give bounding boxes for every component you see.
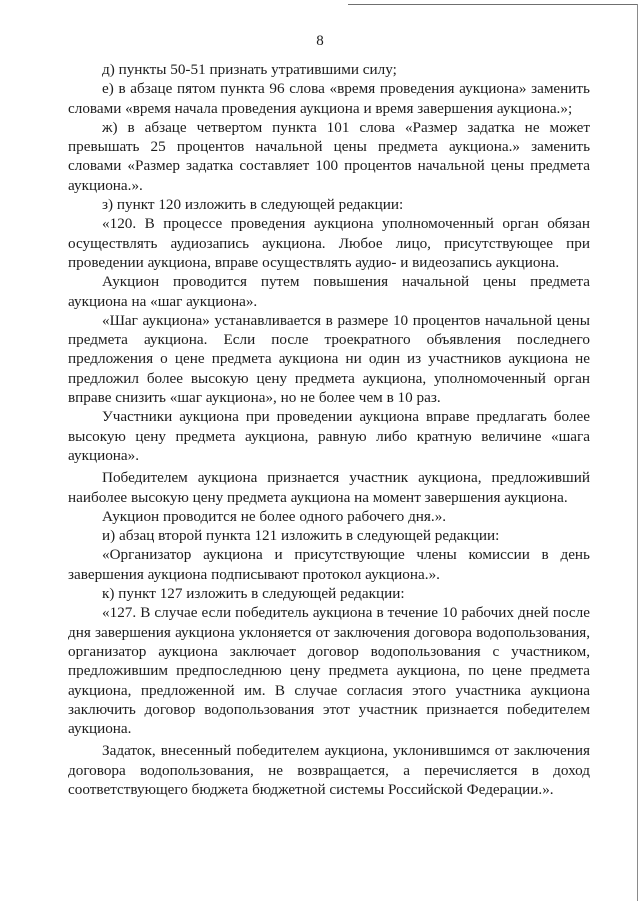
- paragraph-127-evasion: «127. В случае если победитель аукциона в течение 10 рабочих дней после дня завершения аукциона уклоняется от заключения договора водопользования, организатор аукциона заключает договор водопользования с участником, предложившим предпоследнюю цену предмета аукциона, по цене предмета аукциона, предложенной им. В случае согласия этого участника аукциона заключить договор водопользования этот участник признается победителем аукциона.: [68, 604, 590, 738]
- paragraph-120-participants: Участники аукциона при проведении аукциона вправе предлагать более высокую цену предмета аукциона, равную либо кратную величине «шага аукциона».: [68, 408, 590, 464]
- paragraph-120-winner: Победителем аукциона признается участник аукциона, предложивший наиболее высокую цену предмета аукциона на момент завершения аукциона.: [68, 469, 590, 506]
- paragraph-120-recording: «120. В процессе проведения аукциона уполномоченный орган обязан осуществлять аудиозапись аукциона. Любое лицо, присутствующее при проведении аукциона, вправе осуществлять аудио- и видеозапись аукциона.: [68, 215, 590, 271]
- paragraph-d: д) пункты 50-51 признать утратившими силу;: [102, 61, 397, 78]
- paragraph-e: е) в абзаце пятом пункта 96 слова «время проведения аукциона» заменить словами «время начала проведения аукциона и время завершения аукциона.»;: [68, 80, 590, 117]
- paragraph-i: и) абзац второй пункта 121 изложить в следующей редакции:: [102, 527, 500, 545]
- paragraph-127-deposit: Задаток, внесенный победителем аукциона, уклонившимся от заключения договора водопользования, не возвращается, а перечисляется в доход соответствующего бюджета бюджетной системы Российской Федерации.».: [68, 742, 590, 798]
- scan-edge-top: [348, 4, 638, 5]
- paragraph-zh: ж) в абзаце четвертом пункта 101 слова «Размер задатка не может превышать 25 процентов начальной цены предмета аукциона.» заменить словами «Размер задатка составляет 100 процентов начальной цены предмета аукциона.».: [68, 118, 590, 194]
- paragraph-121-protocol: «Организатор аукциона и присутствующие члены комиссии в день завершения аукциона подписывают протокол аукциона.».: [68, 546, 590, 583]
- scan-edge-right: [637, 4, 638, 901]
- paragraph-120-step: «Шаг аукциона» устанавливается в размере 10 процентов начальной цены предмета аукциона. Если после троекратного объявления последнего предложения о цене предмета аукциона ни один из участников аукциона не предложил более высокую цену предмета аукциона, уполномоченный орган вправе снизить «шаг аукциона», но не более чем в 10 раз.: [68, 311, 590, 407]
- paragraph-120-raising: Аукцион проводится путем повышения начальной цены предмета аукциона на «шаг аукциона».: [68, 273, 590, 310]
- page-number: 8: [316, 33, 324, 49]
- paragraph-120-duration: Аукцион проводится не более одного рабочего дня.».: [102, 507, 447, 525]
- paragraph-z: з) пункт 120 изложить в следующей редакции:: [102, 196, 404, 214]
- document-body: [68, 60, 590, 799]
- paragraph-k: к) пункт 127 изложить в следующей редакции:: [102, 585, 405, 603]
